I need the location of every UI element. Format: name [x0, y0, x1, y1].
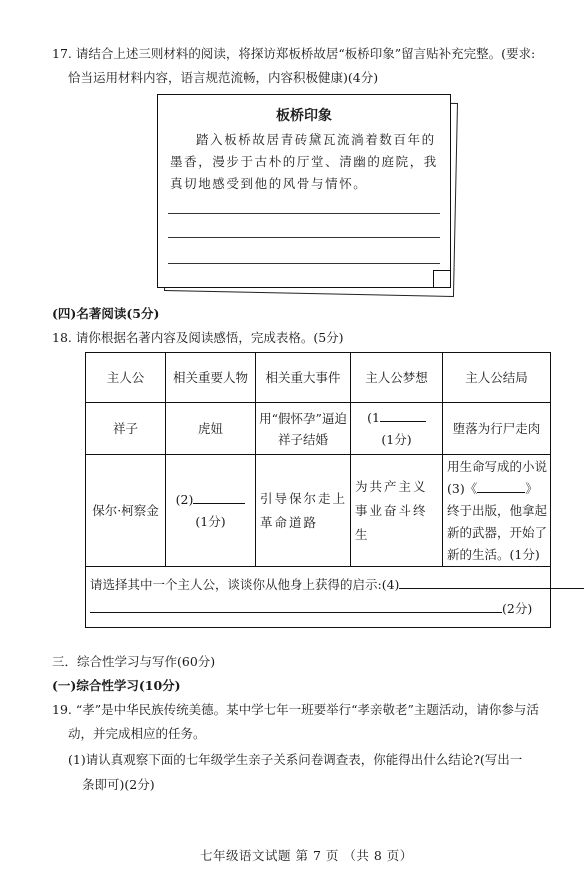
hero-cell: 保尔·柯察金 [86, 455, 166, 567]
q17-line1: 17. 请结合上述三则材料的阅读，将探访郑板桥故居“板桥印象”留言贴补充完整。(要求: [52, 46, 536, 61]
section-4-heading: (四)名著阅读(5分) [52, 306, 160, 321]
ending-cell: 堕落为行尸走肉 [443, 403, 551, 455]
person-cell[interactable]: (2) (1分) [166, 455, 256, 567]
part-3-subheading: (一)综合性学习(10分) [52, 678, 181, 693]
ending-cell[interactable]: 用生命写成的小说 (3)《 》 终于出版，他拿起新的武器，开始了新的生活。(1分) [443, 455, 551, 567]
header-cell: 主人公结局 [443, 353, 551, 403]
event-cell: 用“假怀孕”逼迫祥子结婚 [256, 403, 351, 455]
table-row [86, 403, 551, 455]
table-row [86, 455, 551, 567]
header-cell: 主人公 [86, 353, 166, 403]
inspiration-cell[interactable]: 请选择其中一个主人公，谈谈你从他身上获得的启示:(4) (2分) [86, 567, 551, 628]
q19-line2: 动，并完成相应的任务。 [68, 726, 206, 741]
q19-line1: 19. “孝”是中华民族传统美德。某中学七年一班要举行“孝亲敬老”主题活动，请你参与活 [52, 702, 539, 717]
q17-line2: 恰当运用材料内容，语言规范流畅，内容积极健康)(4分) [68, 70, 379, 85]
card-title: 板桥印象 [276, 108, 332, 124]
page-footer: 七年级语文试题 第 7 页 （共 8 页） [200, 848, 413, 863]
part-3-heading: 三．综合性学习与写作(60分) [52, 654, 216, 669]
dream-cell[interactable]: (1 (1分) [351, 403, 443, 455]
card-text: 踏入板桥故居青砖黛瓦流淌着数百年的墨香，漫步于古朴的厅堂、清幽的庭院，我真切地感受到他的风骨与情怀。 [170, 132, 438, 191]
novel-table [85, 352, 551, 628]
header-cell: 相关重大事件 [256, 353, 351, 403]
header-cell: 主人公梦想 [351, 353, 443, 403]
answer-line-2[interactable] [168, 237, 440, 238]
table-header-row [86, 353, 551, 403]
hero-cell: 祥子 [86, 403, 166, 455]
inspiration-row [86, 567, 551, 628]
answer-line-3[interactable] [168, 263, 440, 264]
note-card [157, 94, 451, 288]
q19-sub1-line2: 条即可)(2分) [82, 777, 155, 792]
event-cell: 引导保尔走上革命道路 [256, 455, 351, 567]
person-cell: 虎妞 [166, 403, 256, 455]
card-fold-corner [433, 270, 450, 287]
q19-sub1-line1: (1)请认真观察下面的七年级学生亲子关系问卷调查表，你能得出什么结论?(写出一 [68, 752, 523, 767]
header-cell: 相关重要人物 [166, 353, 256, 403]
dream-cell: 为共产主义事业奋斗终生 [351, 455, 443, 567]
q18-stem: 18. 请你根据名著内容及阅读感悟，完成表格。(5分) [52, 330, 344, 345]
answer-line-1[interactable] [168, 213, 440, 214]
